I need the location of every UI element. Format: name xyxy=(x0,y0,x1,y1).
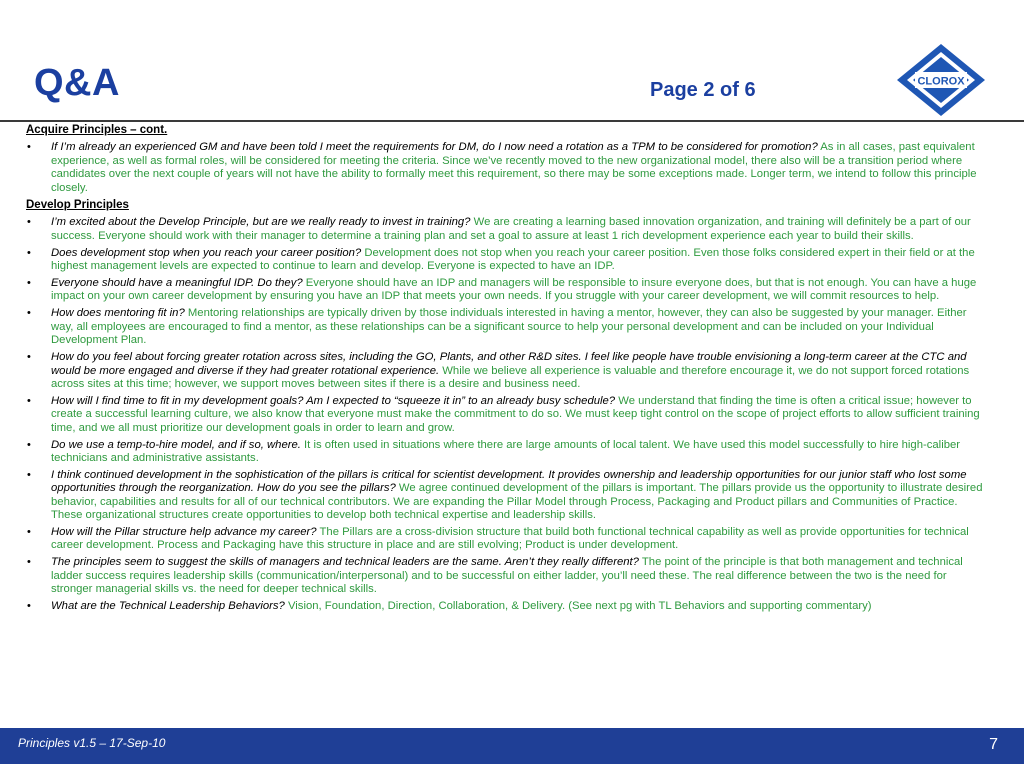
qa-item xyxy=(26,277,988,304)
answer-text: Vision, Foundation, Direction, Collaboration, & Delivery. (See next pg with TL Behaviors and supporting commentary) xyxy=(287,600,872,612)
answer-text: We are creating a learning based innovation organization, and training will definitely be a part of our success. Everyone should work with their manager to determine a training plan and set a goal to assure at least 1 rich development experience each year to build their skills. xyxy=(51,216,971,242)
answer-text: Development does not stop when you reach your career position. Even those folks considered expert in their field or at the highest management levels are expected to continue to learn and develop. Everyone is expected to have an IDP. xyxy=(51,246,975,273)
bullet-icon: • xyxy=(27,438,31,451)
question-text: The principles seem to suggest the skills of managers and technical leaders are the same. Aren’t they really different? xyxy=(51,556,639,569)
qa-item xyxy=(26,247,988,274)
qa-item xyxy=(26,556,988,596)
question-text: How do you feel about forcing greater rotation across sites, including the GO, Plants, and other R&D sites. I feel like people have trouble envisioning a long-term career at the CTC and would be more engaged and diverse if they had greater rotational experience. xyxy=(51,351,967,377)
question-text: Does development stop when you reach your career position? xyxy=(51,246,362,259)
qa-item xyxy=(26,439,988,466)
title-divider xyxy=(0,120,1024,122)
qa-item xyxy=(26,600,988,613)
section-heading: Acquire Principles – cont. xyxy=(26,124,168,136)
footer-page-number: 7 xyxy=(989,736,998,753)
qa-content xyxy=(26,124,988,617)
answer-text: We agree continued development of the pillars is important. The pillars provide us the opportunity to illustrate desired behavior, capabilities and results for all of our technical contributors. We are expanding the Pillar Model through Process, Packaging and Product pillars and Communities of Practice. These organizational structures create opportunities to develop both technical expertise and leadership skills. xyxy=(51,482,983,522)
section-acquire-principles xyxy=(26,124,988,195)
qa-item xyxy=(26,469,988,523)
bullet-icon: • xyxy=(27,394,31,407)
qa-item xyxy=(26,395,988,435)
qa-item xyxy=(26,351,988,391)
bullet-icon: • xyxy=(27,307,31,320)
question-text: How will the Pillar structure help advance my career? xyxy=(51,525,317,538)
question-text: How does mentoring fit in? xyxy=(51,307,185,320)
bullet-icon: • xyxy=(27,351,31,364)
bullet-icon: • xyxy=(27,525,31,538)
qa-list xyxy=(26,216,988,613)
answer-text: While we believe all experience is valuable and therefore encourage it, we do not support forced rotations across sites at this time; however, we support moves between sites if there is a desire and business need. xyxy=(51,364,970,390)
bullet-icon: • xyxy=(27,216,31,229)
logo-text: CLOROX xyxy=(917,75,965,88)
bullet-icon: • xyxy=(27,600,31,612)
clorox-logo xyxy=(893,40,989,120)
answer-text: As in all cases, past equivalent experience, as well as formal roles, will be considered for meeting the criteria. Since we’ve recently moved to the new organizational model, there also will be a transition period where candidates over the next couple of years will not have the ability to formally meet this requirement, so there may be some exceptions made. Longer term, we intend to follow this principle closely. xyxy=(51,141,977,194)
answer-text: Everyone should have an IDP and managers will be responsible to insure everyone does, but that is not enough. You can have a huge impact on your own career development by ensuring you have an IDP that meets your own needs. If you struggle with your career development, we will commit resources to help. xyxy=(51,277,977,303)
answer-text: The point of the principle is that both management and technical ladder success requires leadership skills (communication/interpersonal) and to be successful on either ladder, you’ll need these. The real difference between the two is the need for stronger managerial skills vs. the need for deeper technical skills. xyxy=(51,556,963,596)
question-text: How will I find time to fit in my development goals? Am I expected to “squeeze it in” to an already busy schedule? xyxy=(51,394,616,407)
qa-item xyxy=(26,307,988,347)
answer-text: We understand that finding the time is often a critical issue; however to create a successful learning culture, we also know that everyone must make the commitment to do so. We must keep tight control on the scope of project efforts to allow sufficient training time, and we all must prioritize our development goals in order to learn and grow. xyxy=(51,394,980,434)
answer-text: It is often used in situations where there are large amounts of local talent. We have used this model successfully to hire high-caliber technicians and administrative assistants. xyxy=(51,438,961,464)
qa-item xyxy=(26,216,988,243)
section-heading: Develop Principles xyxy=(26,199,129,212)
bullet-icon: • xyxy=(27,141,31,154)
bullet-icon: • xyxy=(27,468,31,481)
footer-bar xyxy=(0,728,1024,764)
page-indicator: Page 2 of 6 xyxy=(650,79,756,101)
slide-title: Q&A xyxy=(34,62,120,104)
qa-item xyxy=(26,141,988,195)
question-text: Do we use a temp-to-hire model, and if so, where. xyxy=(51,438,301,451)
section-develop-principles xyxy=(26,199,988,613)
footer-version: Principles v1.5 – 17-Sep-10 xyxy=(18,736,166,750)
question-text: If I’m already an experienced GM and have been told I meet the requirements for DM, do I now need a rotation as a TPM to be considered for promotion? xyxy=(51,141,818,154)
qa-item xyxy=(26,526,988,553)
question-text: I’m excited about the Develop Principle, but are we really ready to invest in training? xyxy=(51,216,471,229)
qa-list xyxy=(26,141,988,195)
bullet-icon: • xyxy=(27,556,31,569)
answer-text: The Pillars are a cross-division structure that build both functional technical capability as well as provide opportunities for technical career development. Process and Packaging have this structure in place and are still evolving; Product is under development. xyxy=(51,525,969,552)
question-text: What are the Technical Leadership Behaviors? xyxy=(51,600,285,612)
question-text: Everyone should have a meaningful IDP. Do they? xyxy=(51,277,303,290)
bullet-icon: • xyxy=(27,277,31,290)
question-text: I think continued development in the sophistication of the pillars is critical for scientist development. It provides ownership and leadership opportunities for our junior staff who lost some opportunities through the reorganization. How do you see the pillars? xyxy=(51,468,967,495)
answer-text: Mentoring relationships are typically driven by those individuals interested in having a mentor, however, they can also be suggested by your manager. Either way, all employees are encouraged to find a mentor, as these relationships can be a significant source to help your personal development and can be included on your Individual Development Plan. xyxy=(51,307,967,347)
bullet-icon: • xyxy=(27,246,31,259)
